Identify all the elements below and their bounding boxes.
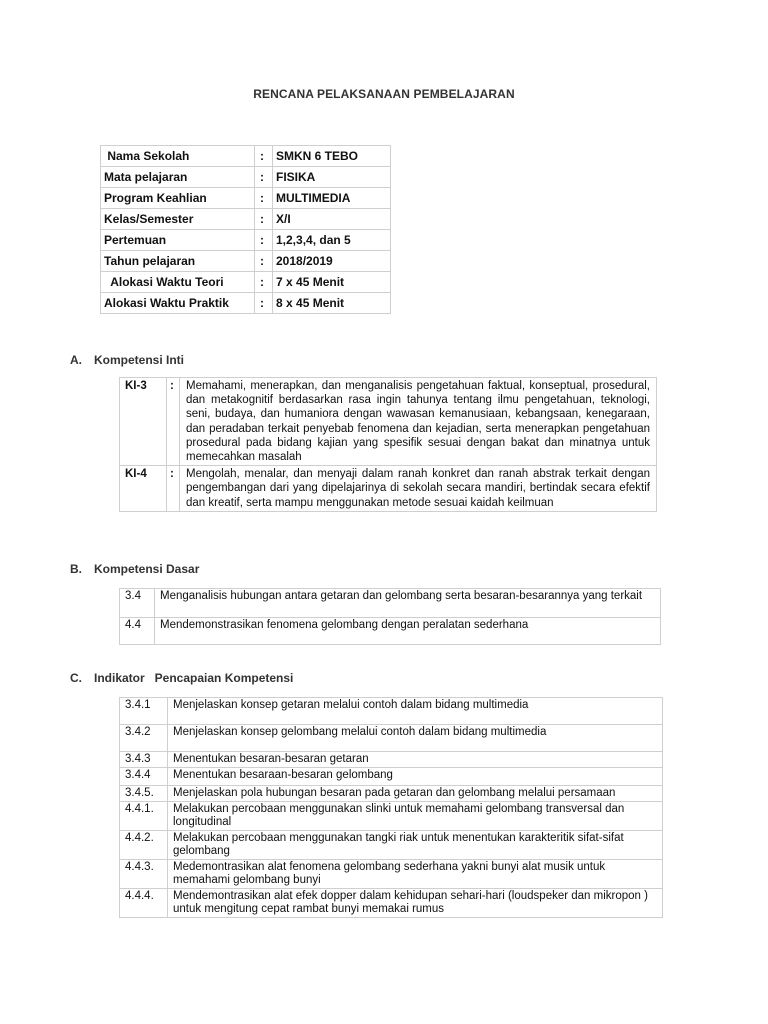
identity-label: Tahun pelajaran — [101, 251, 255, 272]
section-title: Kompetensi Dasar — [94, 562, 200, 576]
section-title: Indikator Pencapaian Kompetensi — [94, 671, 294, 685]
identity-label: Alokasi Waktu Teori — [101, 272, 255, 293]
ipk-row — [120, 725, 663, 752]
kd-number: 4.4 — [120, 618, 155, 645]
ipk-text: Menentukan besaraan-besaran gelombang — [168, 768, 663, 786]
ipk-row — [120, 768, 663, 786]
section-heading-a — [70, 353, 184, 367]
ki-separator: : — [167, 378, 180, 466]
ipk-text: Mendemontrasikan alat efek dopper dalam kehidupan sehari-hari (loudspeker dan mikropon ) untuk mengitung cepat rambat bunyi memakai rumus — [168, 889, 663, 918]
ipk-row — [120, 889, 663, 918]
ki-row — [120, 378, 657, 466]
ipk-number: 3.4.5. — [120, 786, 168, 802]
ipk-number: 3.4.3 — [120, 752, 168, 768]
ipk-row — [120, 860, 663, 889]
ipk-text: Menjelaskan konsep gelombang melalui contoh dalam bidang multimedia — [168, 725, 663, 752]
ipk-text: Medemontrasikan alat fenomena gelombang sederhana yakni bunyi alat musik untuk memahami gelombang bunyi — [168, 860, 663, 889]
ipk-row — [120, 786, 663, 802]
kompetensi-inti-table — [119, 377, 657, 512]
section-title: Kompetensi Inti — [94, 353, 185, 367]
identity-label: Pertemuan — [101, 230, 255, 251]
identity-row — [101, 251, 391, 272]
kompetensi-dasar-table — [119, 588, 661, 645]
ipk-row — [120, 831, 663, 860]
identity-row — [101, 272, 391, 293]
identity-label: Alokasi Waktu Praktik — [101, 293, 255, 314]
document-title: RENCANA PELAKSANAAN PEMBELAJARAN — [253, 87, 515, 101]
identity-label: Mata pelajaran — [101, 167, 255, 188]
ki-code: KI-3 — [120, 378, 167, 466]
identity-separator: : — [255, 251, 273, 272]
identity-separator: : — [255, 293, 273, 314]
identity-row — [101, 188, 391, 209]
ki-row — [120, 466, 657, 512]
ipk-text: Melakukan percobaan menggunakan tangki riak untuk menentukan karakteritik sifat-sifat gelombang — [168, 831, 663, 860]
ipk-number: 3.4.1 — [120, 698, 168, 725]
ipk-text: Melakukan percobaan menggunakan slinki untuk memahami gelombang transversal dan longitudinal — [168, 802, 663, 831]
ki-text: Mengolah, menalar, dan menyaji dalam ranah konkret dan ranah abstrak terkait dengan pengembangan dari yang dipelajarinya di sekolah secara mandiri, bertindak secara efektif dan kreatif, serta mampu menggunakan metode sesuai kaidah keilmuan — [180, 466, 657, 512]
kd-text: Mendemonstrasikan fenomena gelombang dengan peralatan sederhana — [155, 618, 661, 645]
identity-value: X/I — [273, 209, 391, 230]
ki-code: KI-4 — [120, 466, 167, 512]
ipk-number: 4.4.2. — [120, 831, 168, 860]
identity-value: MULTIMEDIA — [273, 188, 391, 209]
ipk-text: Menjelaskan konsep getaran melalui contoh dalam bidang multimedia — [168, 698, 663, 725]
identity-separator: : — [255, 230, 273, 251]
ipk-number: 4.4.3. — [120, 860, 168, 889]
ipk-text: Menentukan besaran-besaran getaran — [168, 752, 663, 768]
section-letter: C. — [70, 671, 82, 685]
identity-label: Kelas/Semester — [101, 209, 255, 230]
ipk-number: 3.4.2 — [120, 725, 168, 752]
kd-row — [120, 618, 661, 645]
kd-text: Menganalisis hubungan antara getaran dan gelombang serta besaran-besarannya yang terkait — [155, 589, 661, 618]
identity-value: 1,2,3,4, dan 5 — [273, 230, 391, 251]
identity-separator: : — [255, 188, 273, 209]
identity-value: 2018/2019 — [273, 251, 391, 272]
identity-row — [101, 146, 391, 167]
ipk-row — [120, 752, 663, 768]
ipk-number: 4.4.1. — [120, 802, 168, 831]
ki-text: Memahami, menerapkan, dan menganalisis pengetahuan faktual, konseptual, prosedural, dan metakognitif berdasarkan rasa ingin tahunya tentang ilmu pengetahuan, teknologi, seni, budaya, dan humaniora dengan wawasan kemanusiaan, kebangsaan, kenegaraan, dan peradaban terkait penyebab fenomena dan kejadian, serta menerapkan pengetahuan prosedural pada bidang kajian yang spesifik sesuai dengan bakat dan minatnya untuk memecahkan masalah — [180, 378, 657, 466]
identity-label: Nama Sekolah — [101, 146, 255, 167]
ipk-text: Menjelaskan pola hubungan besaran pada getaran dan gelombang melalui persamaan — [168, 786, 663, 802]
identity-separator: : — [255, 167, 273, 188]
identity-row — [101, 230, 391, 251]
ipk-number: 3.4.4 — [120, 768, 168, 786]
section-heading-b — [70, 562, 199, 576]
identity-row — [101, 167, 391, 188]
ipk-row — [120, 698, 663, 725]
kd-row — [120, 589, 661, 618]
kd-number: 3.4 — [120, 589, 155, 618]
identity-table — [100, 145, 391, 314]
identity-label: Program Keahlian — [101, 188, 255, 209]
ipk-number: 4.4.4. — [120, 889, 168, 918]
identity-separator: : — [255, 209, 273, 230]
section-letter: A. — [70, 353, 82, 367]
identity-row — [101, 293, 391, 314]
identity-value: 7 x 45 Menit — [273, 272, 391, 293]
section-heading-c — [70, 671, 293, 685]
identity-value: FISIKA — [273, 167, 391, 188]
ki-separator: : — [167, 466, 180, 512]
identity-separator: : — [255, 272, 273, 293]
identity-row — [101, 209, 391, 230]
section-letter: B. — [70, 562, 82, 576]
identity-value: 8 x 45 Menit — [273, 293, 391, 314]
ipk-row — [120, 802, 663, 831]
identity-separator: : — [255, 146, 273, 167]
indikator-table — [119, 697, 663, 918]
identity-value: SMKN 6 TEBO — [273, 146, 391, 167]
